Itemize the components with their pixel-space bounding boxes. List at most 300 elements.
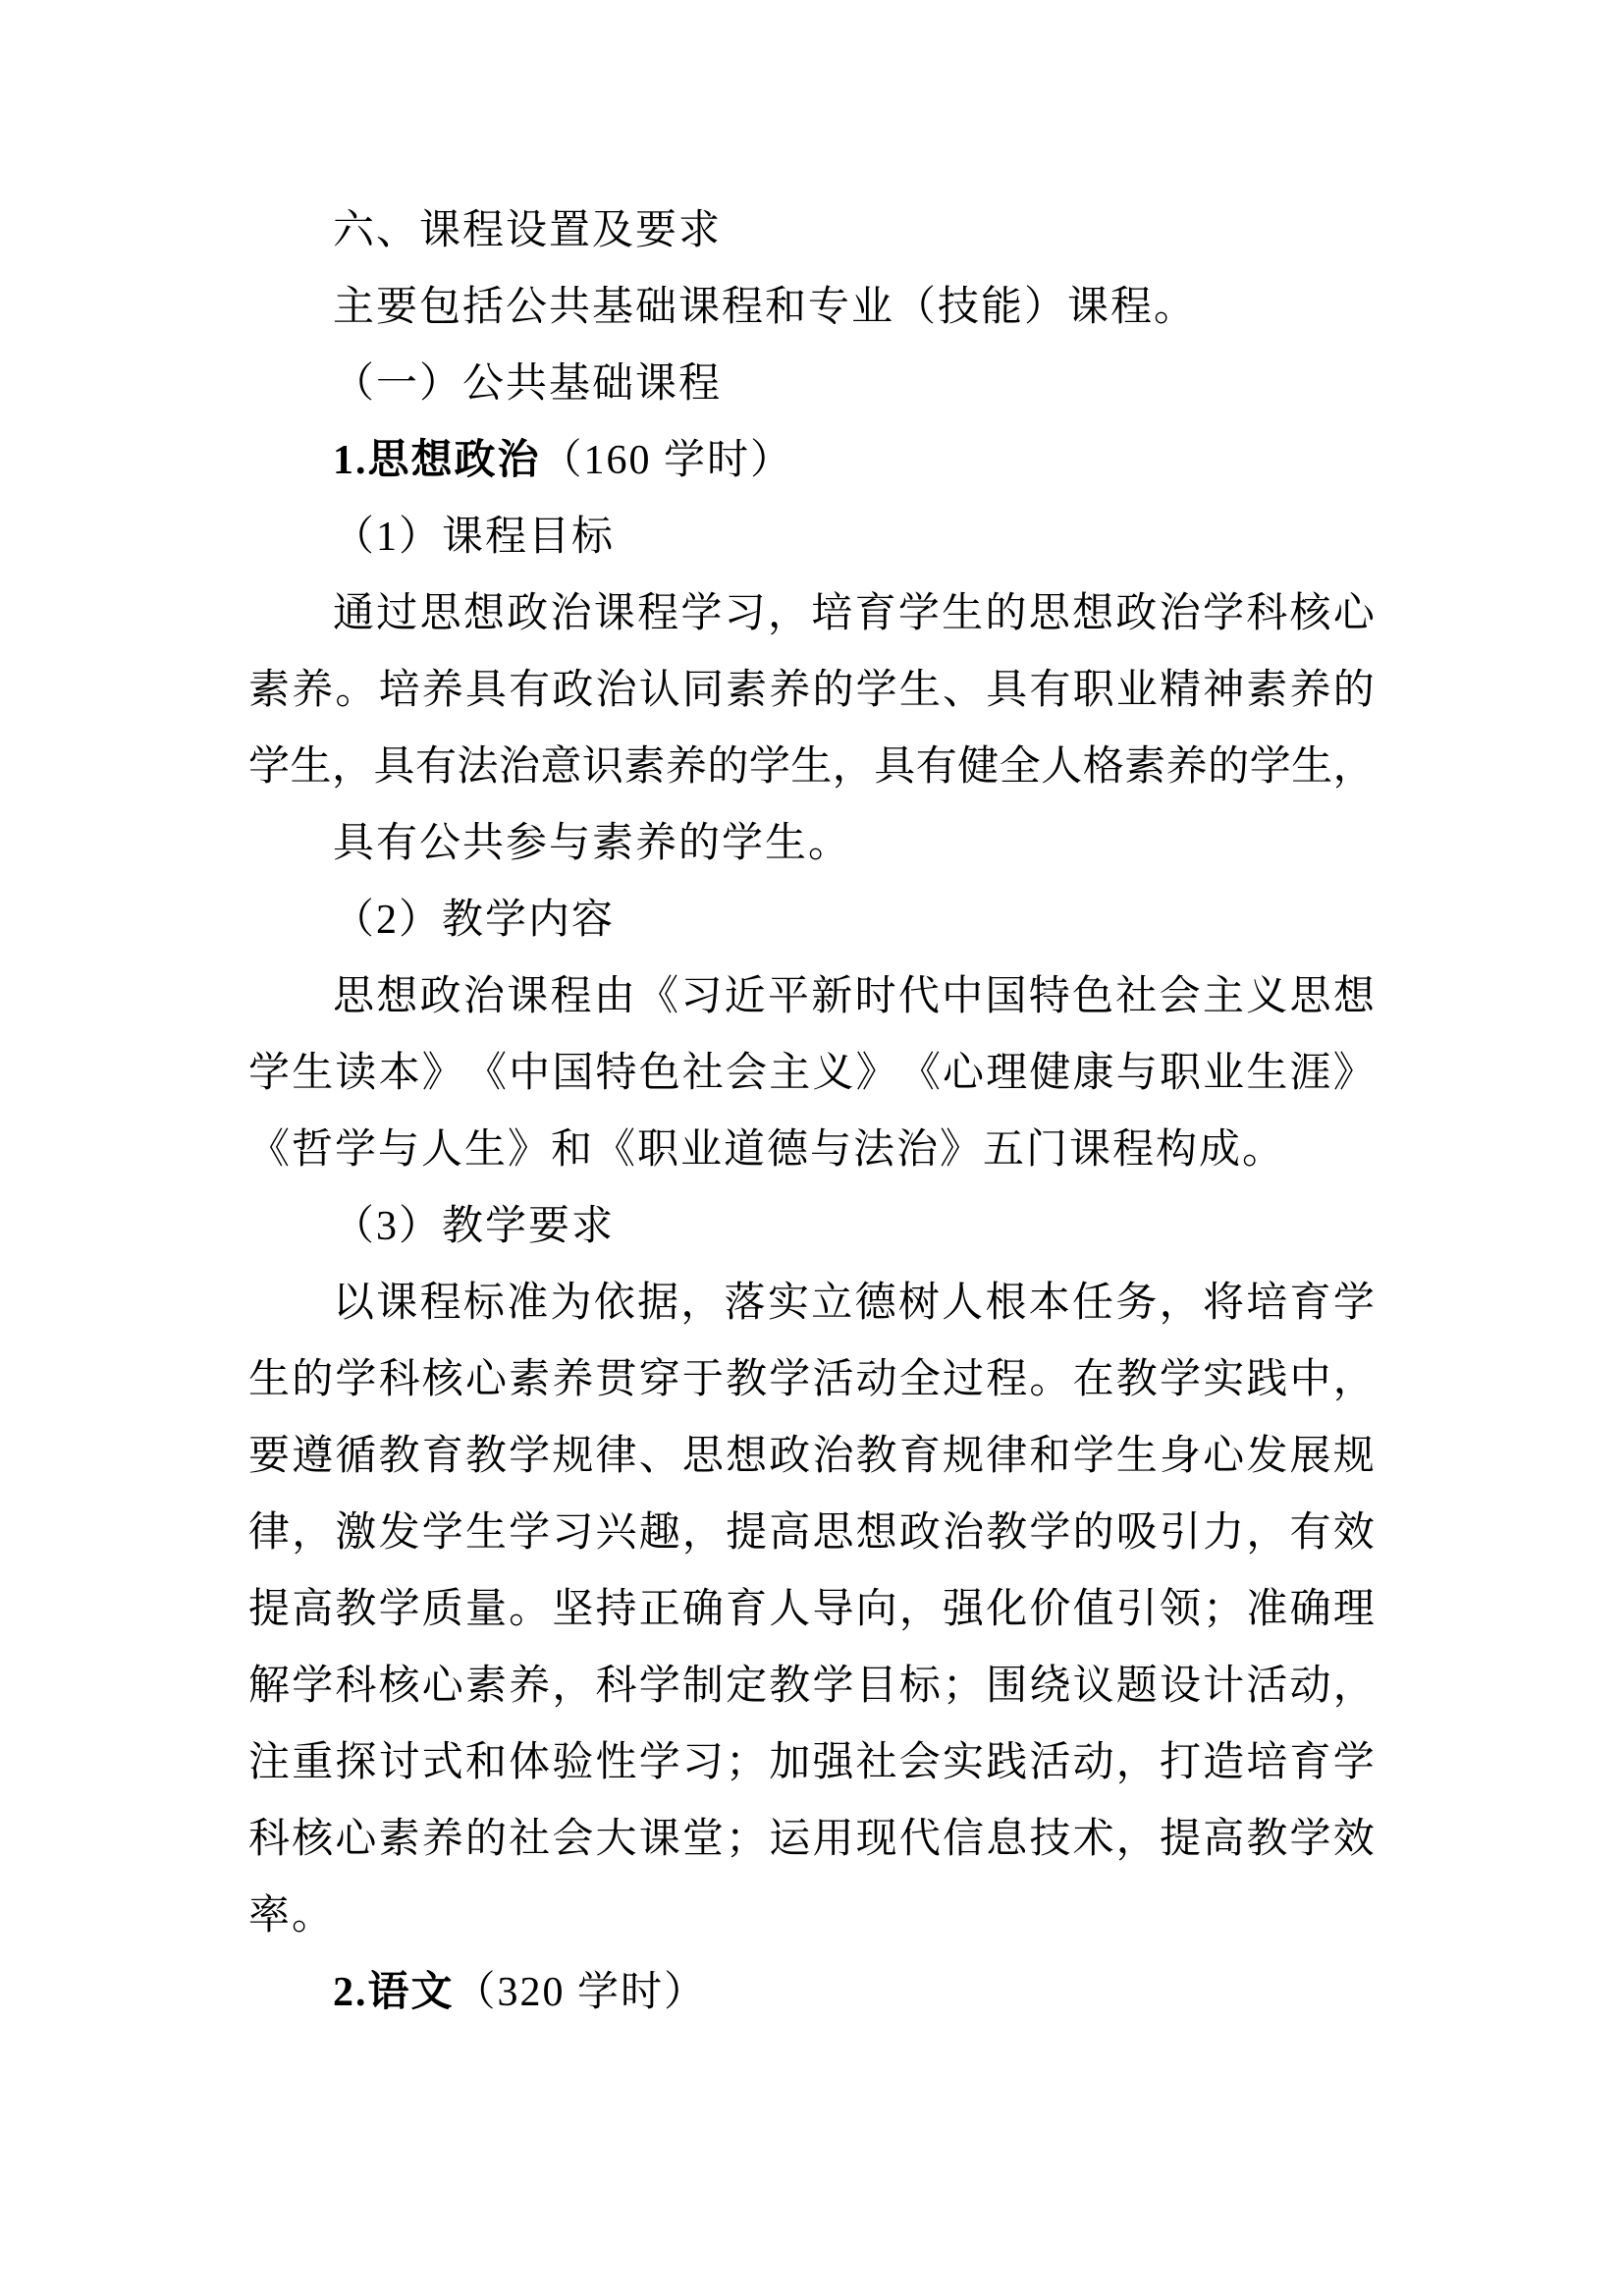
character: ， [1115, 1740, 1158, 1785]
character: 职 [1072, 668, 1114, 713]
character: 治 [462, 974, 505, 1019]
character: 的 [464, 1817, 507, 1862]
character: 科 [378, 1357, 420, 1402]
character: 过 [376, 591, 418, 636]
character: 趣 [638, 1510, 680, 1556]
character: 讨 [378, 1740, 420, 1785]
character: 打 [1159, 1740, 1201, 1785]
character: 培 [1246, 1281, 1288, 1326]
character: 科 [1246, 591, 1288, 636]
character: 的 [1072, 1510, 1114, 1556]
character: 贯 [595, 1357, 637, 1402]
character: 治 [1159, 591, 1201, 636]
character: 为 [550, 1281, 592, 1326]
character: 心 [464, 1357, 507, 1402]
character: 加 [769, 1740, 811, 1785]
character: 国 [552, 1051, 594, 1096]
character: 素 [509, 1357, 551, 1402]
character: 依 [593, 1281, 635, 1326]
character: 践 [1246, 1357, 1288, 1402]
character: 程 [637, 591, 679, 636]
character: ， [331, 744, 373, 790]
character: 强 [812, 1740, 854, 1785]
character: 康 [1072, 1051, 1114, 1096]
character: ， [898, 1587, 941, 1632]
character: 性 [595, 1740, 637, 1785]
character: 教 [1115, 1357, 1158, 1402]
character: 学 [509, 1434, 551, 1479]
character: 活 [1246, 1664, 1288, 1709]
character: 治 [550, 591, 592, 636]
character: 教 [769, 1664, 811, 1709]
character: 治 [812, 1434, 854, 1479]
character: 主 [769, 1051, 811, 1096]
character: 想 [1072, 591, 1114, 636]
character: 具 [986, 668, 1028, 713]
character: 律 [986, 1434, 1028, 1479]
character: 过 [943, 1357, 985, 1402]
character: 的 [1208, 744, 1250, 790]
character: 本 [378, 1051, 420, 1096]
heading-section-one [248, 346, 1375, 422]
character: 心 [421, 1664, 463, 1709]
para-req-line-4 [248, 1495, 1375, 1571]
para-goal-line-2 [248, 652, 1375, 729]
character: 人 [942, 1281, 984, 1326]
character: 据 [637, 1281, 679, 1326]
character: ， [1332, 1664, 1375, 1709]
character: 程 [986, 1357, 1028, 1402]
character: 思 [1028, 591, 1070, 636]
character: 实 [943, 1740, 985, 1785]
character: 治 [943, 1510, 985, 1556]
character: 确 [1289, 1587, 1331, 1632]
character: 化 [986, 1587, 1028, 1632]
character: 育 [854, 591, 896, 636]
character: 由 [593, 974, 635, 1019]
character: 落 [724, 1281, 766, 1326]
character: 培 [1246, 1740, 1288, 1785]
character: 准 [1246, 1587, 1288, 1632]
character: 政 [1115, 591, 1158, 636]
character: 思 [419, 591, 461, 636]
character: 学 [680, 591, 723, 636]
character: 健 [957, 744, 1000, 790]
character: 》 [421, 1051, 463, 1096]
para-chapter-intro [248, 269, 1375, 346]
body-text: （3）教学要求 [333, 1204, 616, 1249]
character: ， [681, 1510, 724, 1556]
character: 提 [726, 1510, 768, 1556]
character: 政 [419, 974, 461, 1019]
character: 和 [1029, 1434, 1071, 1479]
body-text: 具有公共参与素养的学生。 [333, 821, 852, 866]
character: 科 [248, 1817, 291, 1862]
character: ， [1332, 744, 1375, 790]
character: 养 [1289, 668, 1331, 713]
character: 色 [638, 1051, 680, 1096]
character: 素 [726, 668, 768, 713]
character: 治 [498, 744, 540, 790]
character: 堂 [681, 1817, 724, 1862]
body-text: （一）公共基础课程 [333, 361, 723, 407]
character: 通 [333, 591, 375, 636]
character: 代 [898, 1817, 941, 1862]
character: 造 [1203, 1740, 1245, 1785]
character: 大 [595, 1817, 637, 1862]
character: 现 [855, 1817, 897, 1862]
body-text: 《哲学与人生》和《职业道德与法治》五门课程构成。 [248, 1127, 1286, 1173]
character: 动 [855, 1357, 897, 1402]
character: 学 [335, 1357, 377, 1402]
character: 想 [855, 1510, 897, 1556]
character: 法 [457, 744, 499, 790]
character: 培 [811, 591, 853, 636]
character: 核 [378, 1664, 420, 1709]
para-req-line-8 [248, 1801, 1375, 1878]
character: 学 [248, 1051, 291, 1096]
character: 政 [769, 1434, 811, 1479]
emphasis-text: 1.思想政治 [333, 438, 541, 483]
character: 教 [335, 1587, 377, 1632]
character: 具 [464, 668, 507, 713]
character: 》 [1332, 1051, 1375, 1096]
character: 围 [986, 1664, 1028, 1709]
character: 技 [1029, 1817, 1071, 1862]
character: 动 [1072, 1740, 1114, 1785]
character: 特 [1028, 974, 1070, 1019]
character: 人 [769, 1587, 811, 1632]
character: 引 [1159, 1510, 1201, 1556]
character: ； [1203, 1587, 1245, 1632]
character: 学 [1159, 1357, 1201, 1402]
character: 中 [509, 1051, 551, 1096]
character: 育 [1289, 1740, 1331, 1785]
character: 政 [552, 668, 594, 713]
character: 社 [1115, 974, 1158, 1019]
character: 正 [638, 1587, 680, 1632]
character: 学 [1332, 1740, 1375, 1785]
character: 激 [335, 1510, 377, 1556]
character: 养 [421, 668, 463, 713]
character: 教 [1246, 1817, 1288, 1862]
character: 用 [812, 1817, 854, 1862]
character: 信 [943, 1817, 985, 1862]
character: ， [1246, 1510, 1288, 1556]
character: 生 [942, 591, 984, 636]
character: 高 [292, 1587, 334, 1632]
character: 认 [638, 668, 680, 713]
character: 培 [378, 668, 420, 713]
character: 探 [335, 1740, 377, 1785]
character: 学 [638, 1740, 680, 1785]
character: 确 [681, 1587, 724, 1632]
character: 习 [552, 1510, 594, 1556]
character: 学 [897, 591, 940, 636]
character: 养 [552, 1357, 594, 1402]
character: 社 [855, 1740, 897, 1785]
character: 律 [248, 1510, 291, 1556]
character: 任 [1072, 1281, 1114, 1326]
character: 息 [986, 1817, 1028, 1862]
character: 想 [462, 591, 505, 636]
character: ， [1159, 1281, 1201, 1326]
character: 坚 [552, 1587, 594, 1632]
character: 量 [464, 1587, 507, 1632]
para-req-line-7 [248, 1724, 1375, 1801]
character: 以 [333, 1281, 375, 1326]
character: 的 [1332, 668, 1375, 713]
character: 教 [464, 1434, 507, 1479]
character: 教 [726, 1357, 768, 1402]
character: 的 [707, 744, 749, 790]
character: ， [832, 744, 874, 790]
character: 值 [1072, 1587, 1114, 1632]
character: ， [767, 591, 809, 636]
character: 学 [378, 1587, 420, 1632]
character: 生 [1115, 1434, 1158, 1479]
para-req-line-1 [248, 1265, 1375, 1341]
character: 具 [373, 744, 415, 790]
character: 养 [1165, 744, 1208, 790]
character: 重 [292, 1740, 334, 1785]
character: 学 [748, 744, 790, 790]
para-content-line-1 [248, 958, 1375, 1035]
character: 的 [812, 668, 854, 713]
character: 学 [1249, 744, 1291, 790]
character: 新 [811, 974, 853, 1019]
character: 会 [1159, 974, 1201, 1019]
character: 有 [1029, 668, 1071, 713]
character: 高 [769, 1510, 811, 1556]
character: 素 [623, 744, 666, 790]
character: 素 [464, 1664, 507, 1709]
character: 德 [854, 1281, 896, 1326]
character: 活 [1029, 1740, 1071, 1785]
character: 想 [1332, 974, 1375, 1019]
character: 发 [1246, 1434, 1288, 1479]
character: 、 [638, 1434, 680, 1479]
character: 生 [292, 1051, 334, 1096]
character: 议 [1072, 1664, 1114, 1709]
character: 素 [1124, 744, 1166, 790]
character: 学 [1029, 1510, 1071, 1556]
body-text: （2）教学内容 [333, 898, 616, 943]
character: 有 [509, 668, 551, 713]
body-text: （1）课程目标 [333, 515, 616, 560]
character: 学 [638, 1664, 680, 1709]
character: 育 [898, 1434, 941, 1479]
character: 领 [1159, 1587, 1201, 1632]
character: 提 [1159, 1817, 1201, 1862]
para-goal-line-1 [248, 575, 1375, 652]
character: 义 [1246, 974, 1288, 1019]
character: 穿 [638, 1357, 680, 1402]
character: 神 [1203, 668, 1245, 713]
character: 的 [292, 1357, 334, 1402]
heading-item-1-goal [248, 499, 1375, 575]
body-text: （160 学时） [540, 438, 794, 483]
character: 习 [680, 974, 723, 1019]
character: 式 [421, 1740, 463, 1785]
character: 核 [292, 1817, 334, 1862]
character: 、 [943, 668, 985, 713]
character: 育 [421, 1434, 463, 1479]
character: 有 [414, 744, 457, 790]
character: 会 [726, 1051, 768, 1096]
heading-course-politics [248, 422, 1375, 499]
character: 。 [509, 1587, 551, 1632]
character: 程 [419, 1281, 461, 1326]
character: ； [726, 1740, 768, 1785]
character: 习 [724, 591, 766, 636]
character: ， [292, 1510, 334, 1556]
character: 。 [1029, 1357, 1071, 1402]
character: 育 [726, 1587, 768, 1632]
character: 会 [898, 1740, 941, 1785]
character: 理 [1332, 1587, 1375, 1632]
character: 有 [915, 744, 957, 790]
character: 务 [1115, 1281, 1158, 1326]
character: 实 [767, 1281, 809, 1326]
para-req-line-3 [248, 1418, 1375, 1495]
character: ， [1332, 1357, 1375, 1402]
character: 的 [985, 591, 1027, 636]
character: 持 [595, 1587, 637, 1632]
character: 根 [985, 1281, 1027, 1326]
character: 学 [1289, 1817, 1331, 1862]
character: 代 [897, 974, 940, 1019]
character: 职 [1159, 1051, 1201, 1096]
character: 素 [1246, 668, 1288, 713]
character: ， [680, 1281, 723, 1326]
character: 业 [1115, 668, 1158, 713]
character: 展 [1289, 1434, 1331, 1479]
character: 定 [726, 1664, 768, 1709]
character: 体 [509, 1740, 551, 1785]
character: 全 [898, 1357, 941, 1402]
character: 涯 [1289, 1051, 1331, 1096]
character: 生 [1291, 744, 1333, 790]
character: 《 [637, 974, 679, 1019]
character: 学 [855, 668, 897, 713]
character: 强 [943, 1587, 985, 1632]
character: 程 [550, 974, 592, 1019]
character: 目 [855, 1664, 897, 1709]
character: 《 [464, 1051, 507, 1096]
character: 特 [595, 1051, 637, 1096]
character: 学 [1072, 1434, 1114, 1479]
character: 规 [943, 1434, 985, 1479]
document-body [248, 192, 1375, 2031]
character: 有 [1289, 1510, 1331, 1556]
body-text: 主要包括公共基础课程和专业（技能）课程。 [333, 285, 1198, 330]
character: 生 [248, 1357, 291, 1402]
body-text: 六、课程设置及要求 [333, 208, 723, 253]
character: 格 [1082, 744, 1124, 790]
character: 养 [421, 1817, 463, 1862]
character: 践 [986, 1740, 1028, 1785]
character: 制 [681, 1664, 724, 1709]
character: 循 [335, 1434, 377, 1479]
character: 和 [464, 1740, 507, 1785]
character: 心 [943, 1051, 985, 1096]
character: 引 [1115, 1587, 1158, 1632]
character: 学 [421, 1510, 463, 1556]
character: 设 [1159, 1664, 1201, 1709]
para-req-line-6 [248, 1648, 1375, 1724]
character: 学 [292, 1664, 334, 1709]
character: 课 [507, 974, 549, 1019]
character: 教 [855, 1434, 897, 1479]
character: 绕 [1029, 1664, 1071, 1709]
character: 识 [581, 744, 623, 790]
character: 心 [1332, 591, 1375, 636]
character: 理 [986, 1051, 1028, 1096]
character: 发 [378, 1510, 420, 1556]
character: 实 [1203, 1357, 1245, 1402]
character: 近 [724, 974, 766, 1019]
character: 人 [1041, 744, 1083, 790]
character: 课 [593, 591, 635, 636]
character: 学 [1332, 1281, 1375, 1326]
body-text: 率。 [248, 1893, 336, 1939]
character: ， [552, 1664, 594, 1709]
character: 《 [898, 1051, 941, 1096]
character: 计 [1203, 1664, 1245, 1709]
character: 社 [509, 1817, 551, 1862]
para-goal-line-3 [248, 729, 1375, 805]
character: 题 [1115, 1664, 1158, 1709]
character: 科 [595, 1664, 637, 1709]
character: 育 [1289, 1281, 1331, 1326]
character: 。 [335, 668, 377, 713]
character: 想 [376, 974, 418, 1019]
character: 政 [507, 591, 549, 636]
character: 思 [333, 974, 375, 1019]
heading-item-2-content [248, 882, 1375, 958]
character: 科 [335, 1664, 377, 1709]
character: ； [943, 1664, 985, 1709]
character: 国 [985, 974, 1027, 1019]
character: 生 [290, 744, 332, 790]
character: 想 [726, 1434, 768, 1479]
body-text: （320 学时） [454, 1970, 708, 2015]
character: 注 [248, 1740, 291, 1785]
character: 社 [681, 1051, 724, 1096]
character: 生 [464, 1510, 507, 1556]
para-content-line-3 [248, 1112, 1375, 1188]
character: 养 [292, 668, 334, 713]
character: 准 [507, 1281, 549, 1326]
character: 治 [595, 668, 637, 713]
character: 具 [874, 744, 916, 790]
character: 与 [1115, 1051, 1158, 1096]
character: 生 [790, 744, 833, 790]
character: 将 [1202, 1281, 1244, 1326]
character: 核 [421, 1357, 463, 1402]
character: 主 [1202, 974, 1244, 1019]
character: 义 [812, 1051, 854, 1096]
para-req-line-5 [248, 1571, 1375, 1648]
character: 解 [248, 1664, 291, 1709]
character: 标 [898, 1664, 941, 1709]
character: 树 [897, 1281, 940, 1326]
character: 政 [898, 1510, 941, 1556]
character: 养 [665, 744, 707, 790]
character: 全 [999, 744, 1041, 790]
character: 中 [942, 974, 984, 1019]
